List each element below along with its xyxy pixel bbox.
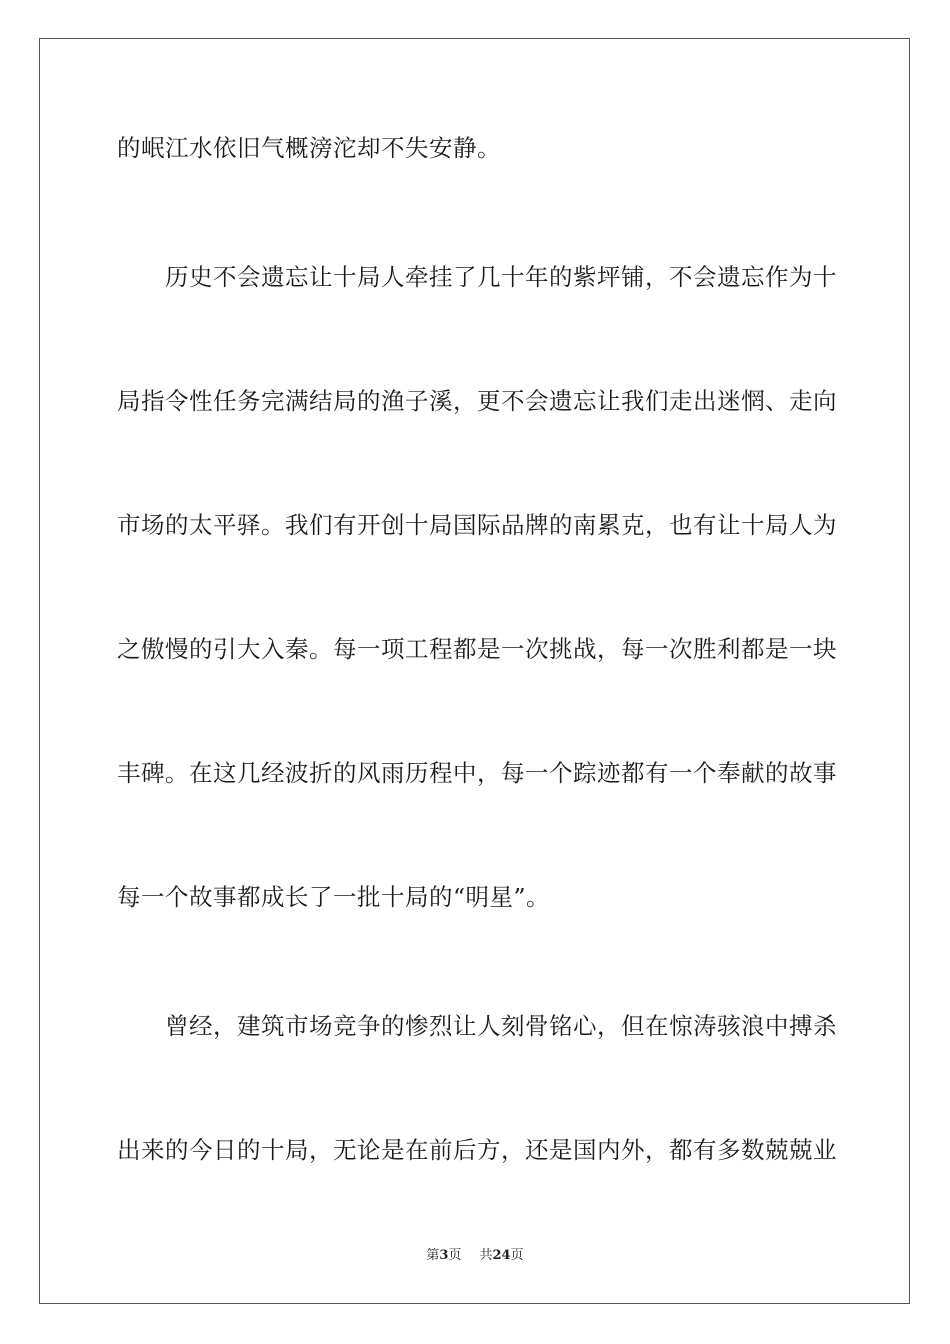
total-suffix: 页: [510, 1248, 524, 1263]
text-line-1: 的岷江水依旧气概滂沱却不失安静。: [117, 134, 501, 162]
text-line-5: 之傲慢的引大入秦。每一项工程都是一次挑战，每一次胜利都是一块: [117, 635, 837, 663]
text-line-7: 每一个故事都成长了一批十局的“明星”。: [117, 883, 551, 911]
page-prefix: 第: [426, 1248, 440, 1263]
text-line-6: 丰碑。在这几经波折的风雨历程中，每一个踪迹都有一个奉献的故事: [117, 759, 837, 787]
text-line-8: 曾经，建筑市场竞争的惨烈让人刻骨铭心，但在惊涛骇浪中搏杀: [165, 1012, 837, 1040]
text-line-9: 出来的今日的十局，无论是在前后方，还是国内外，都有多数兢兢业: [117, 1136, 837, 1164]
page-number: 3: [439, 1248, 449, 1263]
text-line-3: 局指令性任务完满结局的渔子溪，更不会遗忘让我们走出迷惘、走向: [117, 387, 837, 415]
page-footer: [0, 1247, 950, 1265]
total-pages: 24: [492, 1248, 511, 1263]
page-border: [39, 38, 910, 1304]
text-line-2: 历史不会遗忘让十局人牵挂了几十年的紫坪铺，不会遗忘作为十: [165, 263, 837, 291]
text-line-4: 市场的太平驿。我们有开创十局国际品牌的南累克，也有让十局人为: [117, 511, 837, 539]
page-suffix: 页: [448, 1248, 462, 1263]
total-prefix: 共: [479, 1248, 493, 1263]
